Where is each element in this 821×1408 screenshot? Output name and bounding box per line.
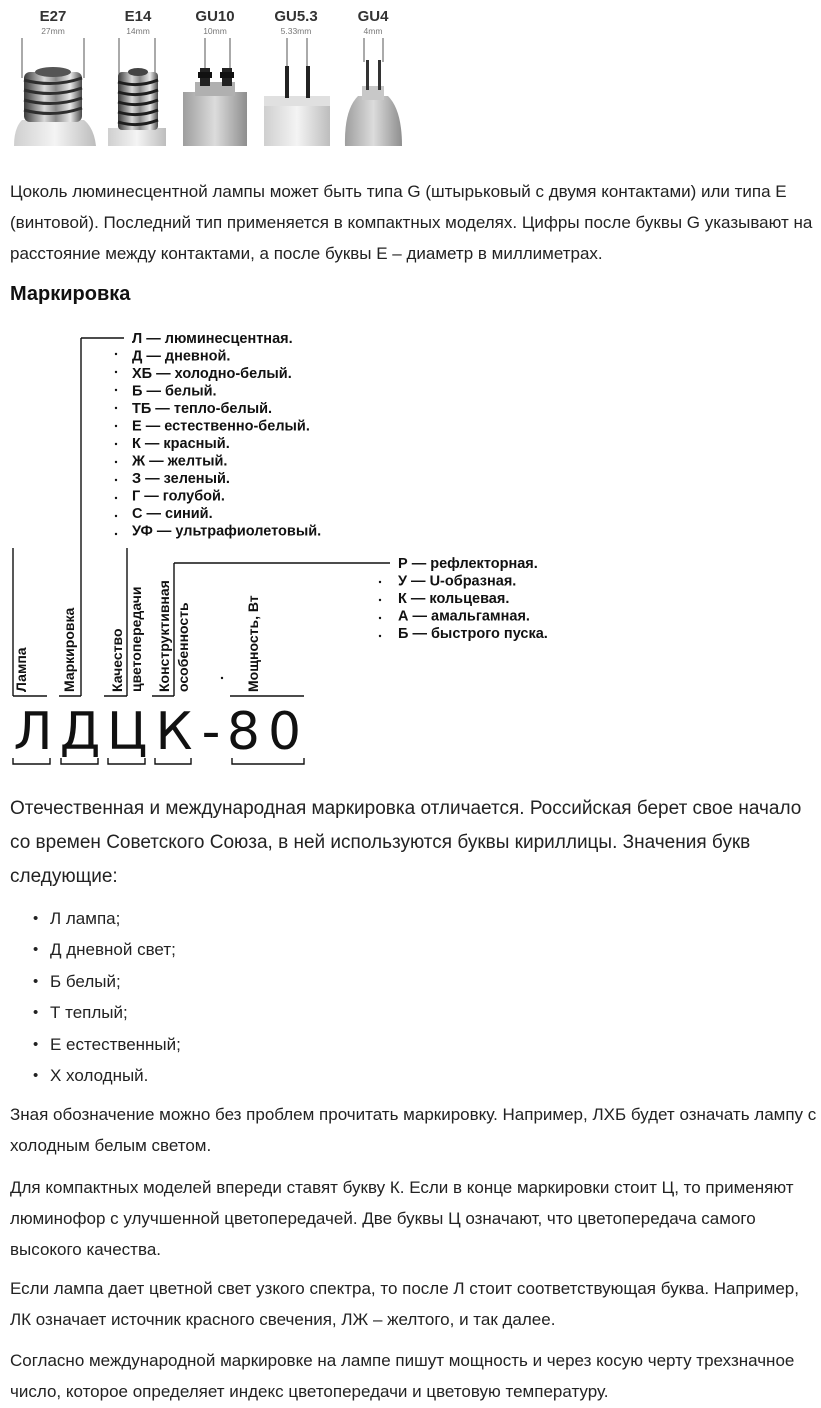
label-quality-1: Качество	[109, 628, 125, 692]
code-power: 80	[226, 702, 310, 762]
list-item: • Д дневной свет;	[10, 934, 181, 965]
marking-diagram	[0, 318, 821, 778]
color-item: Л — люминесцентная.	[132, 331, 293, 347]
lead-paragraph: Отечественная и международная маркировка отличается. Российская берет свое начало со времен Советского Союза, в ней используются буквы кириллицы. Значения букв следующие:	[10, 798, 802, 887]
base-gu10-size: 10mm	[203, 26, 227, 36]
base-e14-image	[108, 68, 166, 146]
base-gu53-image	[264, 66, 330, 146]
color-item: З — зеленый.	[132, 471, 230, 487]
label-power: Мощность, Вт	[245, 595, 261, 692]
base-gu53-name: GU5.3	[274, 8, 318, 25]
color-item: УФ — ультрафиолетовый.	[132, 523, 322, 540]
code-letter-construct: К	[155, 702, 193, 762]
list-item: • Б белый;	[10, 966, 181, 997]
color-item: Б — белый.	[132, 383, 217, 400]
color-item: ТБ — тепло-белый.	[132, 401, 273, 417]
construction-item: У — U-образная.	[398, 573, 517, 590]
paragraph-international: Согласно международной маркировке на лампе пишут мощность и через косую черту трехзначное число, которое определяет индекс цветопередачи и цветовую температуру.	[10, 1351, 795, 1401]
letters-list	[10, 903, 181, 1091]
base-gu10-name: GU10	[195, 8, 235, 25]
base-e27-size: 27mm	[41, 26, 65, 36]
base-gu53-size: 5.33mm	[280, 26, 312, 36]
code-dash: -	[201, 702, 221, 762]
paragraph-colored: Если лампа дает цветной свет узкого спектра, то после Л стоит соответствующая буква. Например, ЛК означает источник красного свечения, ЛЖ – желтого, и так далее.	[10, 1279, 799, 1329]
code-letter-quality: Ц	[106, 702, 148, 762]
base-gu10-image	[183, 68, 247, 146]
list-item: • Х холодный.	[10, 1060, 181, 1091]
color-item: К — красный.	[132, 436, 230, 452]
paragraph-example: Зная обозначение можно без проблем прочитать маркировку. Например, ЛХБ будет означать лампу с холодным белым светом.	[10, 1105, 817, 1155]
label-lamp: Лампа	[13, 647, 29, 692]
label-construct-1: Конструктивная	[156, 580, 172, 692]
color-item: Е — естественно-белый.	[132, 418, 310, 435]
color-item: ХБ — холодно-белый.	[132, 366, 292, 382]
base-e27-image	[14, 67, 96, 146]
intro-paragraph: Цоколь люминесцентной лампы может быть типа G (штырьковый с двумя контактами) или типа Е (винтовой). Последний тип применяется в компактных моделях. Цифры после буквы G указывают на расстояние между контактами, а после буквы Е – диаметр в миллиметрах.	[10, 182, 813, 263]
construction-item: К — кольцевая.	[398, 591, 510, 607]
base-e14-size: 14mm	[126, 26, 150, 36]
color-item: С — синий.	[132, 506, 213, 522]
label-construct-2: особенность	[175, 602, 191, 692]
lamp-bases-figure	[0, 0, 821, 152]
color-item: Г — голубой.	[132, 488, 225, 505]
list-item: • Е естественный;	[10, 1029, 181, 1060]
label-quality-2: цветопередачи	[128, 586, 144, 692]
base-gu4-size: 4mm	[363, 26, 383, 36]
construction-item: Р — рефлекторная.	[398, 556, 538, 572]
code-letter-marking: Д	[59, 702, 101, 762]
code-letter-lamp: Л	[13, 702, 53, 762]
base-e14-name: E14	[124, 8, 152, 25]
marking-heading: Маркировка	[10, 283, 131, 305]
list-item: • Т теплый;	[10, 997, 181, 1028]
base-gu4-name: GU4	[357, 8, 389, 25]
construction-item: Б — быстрого пуска.	[398, 626, 548, 642]
base-e27-name: E27	[39, 8, 67, 25]
construction-item: А — амальгамная.	[398, 608, 530, 625]
label-marking: Маркировка	[61, 607, 77, 692]
list-item: • Л лампа;	[10, 903, 181, 934]
paragraph-compact: Для компактных моделей впереди ставят букву К. Если в конце маркировки стоит Ц, то применяют люминофор с улучшенной цветопередачей. Две буквы Ц означают, что цветопередача самого высокого качества.	[10, 1178, 794, 1259]
base-gu4-image	[345, 60, 402, 146]
color-item: Ж — желтый.	[132, 453, 228, 470]
color-item: Д — дневной.	[132, 348, 231, 365]
